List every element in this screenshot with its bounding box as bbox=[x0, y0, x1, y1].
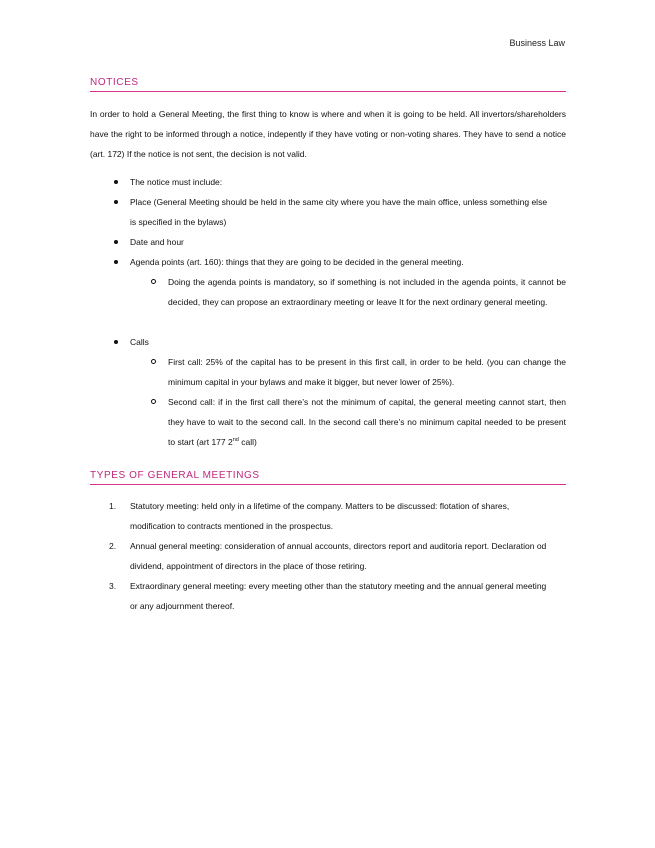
list-item-first-call: First call: 25% of the capital has to be present in this first call, in order to be held. (you can change the minimum capital in your bylaws and make it bigger, but never lower of 25%). bbox=[168, 357, 566, 387]
notices-intro-paragraph: In order to hold a General Meeting, the first thing to know is where and when it is going to be held. All invertors/shareholders have the right to be informed through a notice, indepently if they have voting or non-voting shares. They have to send a notice (art. 172) If the notice is not sent, the decision is not valid. bbox=[90, 109, 566, 159]
list-item-statutory-meeting: Statutory meeting: held only in a lifetime of the company. Matters to be discussed: flotation of shares, modification to contracts mentioned in the prospectus. bbox=[130, 501, 510, 531]
sub-bullet-marker bbox=[151, 399, 156, 404]
list-item-calls: Calls bbox=[130, 337, 149, 347]
list-number: 1. bbox=[109, 501, 117, 511]
list-item-extraordinary-general-meeting: Extraordinary general meeting: every meeting other than the statutory meeting and the annual general meeting or any adjournment thereof. bbox=[130, 581, 547, 611]
sub-bullet-marker bbox=[151, 279, 156, 284]
list-number: 3. bbox=[109, 581, 117, 591]
list-item-notice-must-include: The notice must include: bbox=[130, 177, 223, 187]
list-item-agenda-points: Agenda points (art. 160): things that they are going to be decided in the general meeting. bbox=[130, 257, 464, 267]
bullet-marker bbox=[114, 180, 118, 184]
bullet-marker bbox=[114, 260, 118, 264]
bullet-marker bbox=[114, 340, 118, 344]
list-number: 2. bbox=[109, 541, 117, 551]
list-item-agenda-mandatory: Doing the agenda points is mandatory, so if something is not included in the agenda points, it cannot be decided, they can propose an extraordinary meeting or leave It for the next ordinary general meeting. bbox=[168, 277, 566, 307]
list-item-place: Place (General Meeting should be held in the same city where you have the main office, unless something else is specified in the bylaws) bbox=[130, 197, 548, 227]
bullet-marker bbox=[114, 240, 118, 244]
list-item-annual-general-meeting: Annual general meeting: consideration of annual accounts, directors report and auditoria report. Declaration od dividend, appointment of directors in the place of those retiring. bbox=[130, 541, 547, 571]
sub-bullet-marker bbox=[151, 359, 156, 364]
bullet-marker bbox=[114, 200, 118, 204]
types-heading: TYPES OF GENERAL MEETINGS bbox=[90, 470, 566, 485]
list-item-second-call bbox=[168, 392, 566, 452]
second-call-text: Second call: if in the first call there’s not the minimum of capital, the general meeting cannot start, then they have to wait to the second call. In the second call there’s no minimum capital needed to be present to start (art 177 2 bbox=[168, 397, 566, 447]
second-call-tail: call) bbox=[238, 437, 257, 447]
running-header: Business Law bbox=[509, 38, 565, 48]
ordinal-suffix: nd bbox=[232, 437, 239, 444]
list-item-date-hour: Date and hour bbox=[130, 237, 184, 247]
notices-heading: NOTICES bbox=[90, 77, 566, 92]
